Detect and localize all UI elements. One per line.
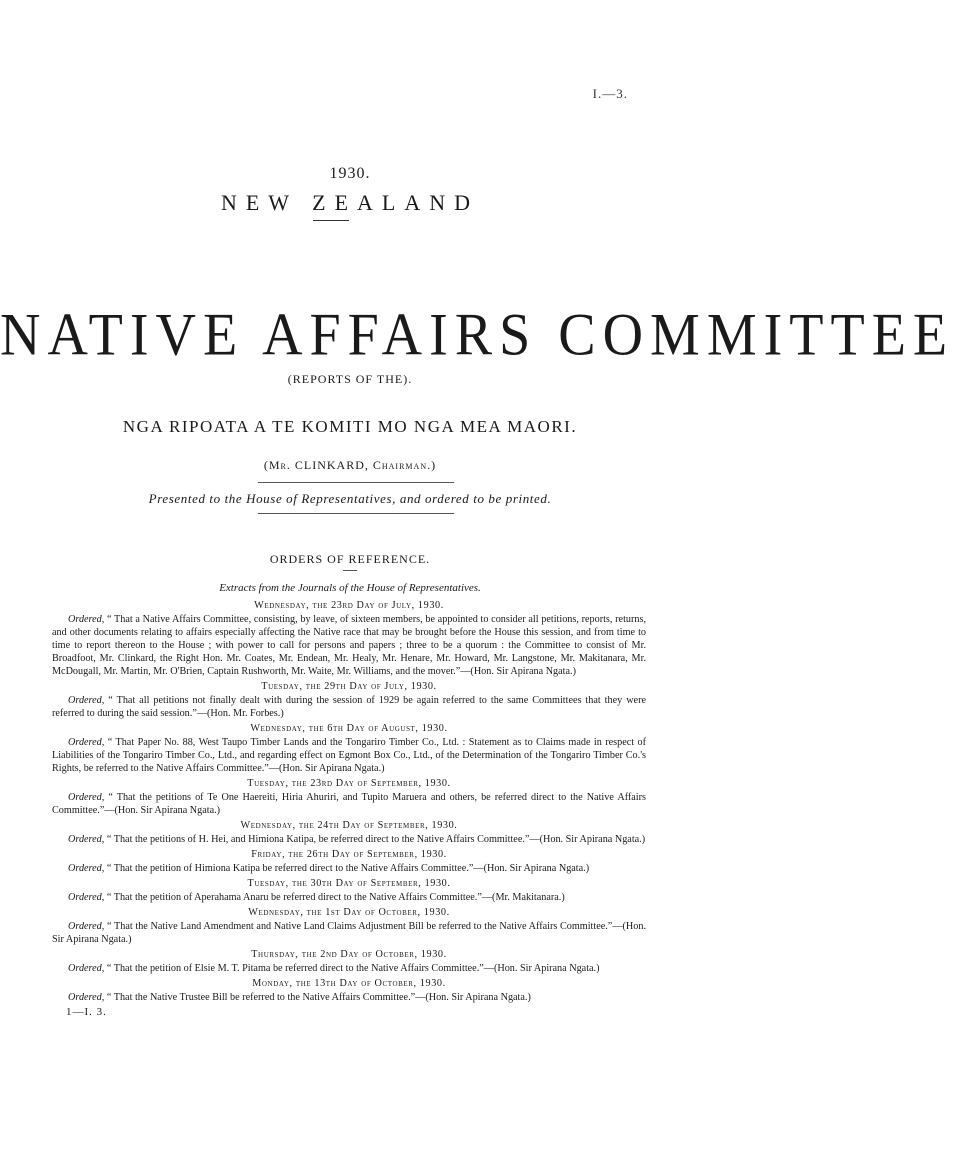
order-entry — [52, 819, 646, 846]
entry-date: Monday, the 13th Day of October, 1930. — [252, 978, 446, 989]
divider — [258, 513, 454, 514]
order-entry — [52, 599, 646, 678]
entry-date: Tuesday, the 29th Day of July, 1930. — [261, 681, 437, 692]
entry-text: Ordered, “ That all petitions not finally dealt with during the session of 1929 be again referred to the same Committees that they were referred to during the said session.”—(Hon. Mr. Forbes.) — [52, 695, 646, 719]
divider — [343, 570, 357, 571]
page-reference: I.—3. — [592, 86, 628, 101]
maori-title: NGA RIPOATA A TE KOMITI MO NGA MEA MAORI. — [122, 417, 578, 436]
divider — [258, 482, 454, 483]
country-heading: NEW ZEALAND — [220, 190, 480, 215]
entry-text: Ordered, “ That the petition of Aperahama Anaru be referred direct to the Native Affairs Committee.”—(Mr. Makitanara.) — [68, 892, 565, 903]
chairman-line: (Mr. CLINKARD, Chairman.) — [263, 458, 437, 472]
extracts-line: Extracts from the Journals of the House of Representatives. — [219, 582, 481, 594]
page-footer-ref: 1—I. 3. — [66, 1006, 107, 1018]
entry-text: Ordered, “ That the petition of Himiona Katipa be referred direct to the Native Affairs Committee.”—(Hon. Sir Apirana Ngata.) — [68, 863, 590, 874]
entry-date: Wednesday, the 6th Day of August, 1930. — [250, 723, 448, 734]
entry-date: Tuesday, the 30th Day of September, 1930. — [247, 878, 451, 889]
order-entry — [52, 777, 646, 817]
order-entry — [52, 948, 646, 975]
entry-date: Wednesday, the 23rd Day of July, 1930. — [254, 600, 444, 611]
orders-heading: ORDERS OF REFERENCE. — [269, 552, 431, 566]
entry-text: Ordered, “ That the petitions of Te One Haereiti, Hiria Ahuriri, and Tupito Maruera and others, be referred direct to the Native Affairs Committee.”—(Hon. Sir Apirana Ngata.) — [52, 792, 646, 816]
presented-line: Presented to the House of Representatives, and ordered to be printed. — [148, 491, 552, 506]
entry-text: Ordered, “ That a Native Affairs Committee, consisting, by leave, of sixteen members, be appointed to consider all petitions, reports, returns, and other documents relating to affairs especially affecting the Native race that may be brought before the House this session, and from time to time to report thereon to the House ; with power to call for persons and papers ; three to be a quorum : the Committee to consist of Mr. Broadfoot, Mr. Clinkard, the Right Hon. Mr. Coates, Mr. Endean, Mr. Healy, Mr. Henare, Mr. Howard, Mr. Langstone, Mr. Makitanara, Mr. McDougall, Mr. Martin, Mr. O'Brien, Captain Rushworth, Mr. Waite, Mr. Williams, and the mover.”—(Hon. Sir Apirana Ngata.) — [52, 614, 646, 677]
order-entry — [52, 877, 646, 904]
order-entry — [52, 977, 646, 1004]
reports-subtitle: (REPORTS OF THE). — [287, 372, 413, 386]
order-entry — [52, 680, 646, 720]
entry-date: Friday, the 26th Day of September, 1930. — [251, 849, 447, 860]
order-entry — [52, 722, 646, 775]
orders-body — [52, 597, 646, 1019]
entry-text: Ordered, “ That the petitions of H. Hei, and Himiona Katipa, be referred direct to the Native Affairs Committee.”—(Hon. Sir Apirana Ngata.) — [68, 834, 646, 845]
divider — [313, 220, 349, 221]
document-year: 1930. — [329, 165, 371, 182]
entry-date: Thursday, the 2nd Day of October, 1930. — [251, 949, 447, 960]
entry-text: Ordered, “ That Paper No. 88, West Taupo Timber Lands and the Tongariro Timber Co., Ltd. : Statement as to Claims made in respect of Liabilities of the Tongariro Timber Co., Ltd., and regarding effect on Egmont Box Co., Ltd., of the Determination of the Tongariro Timber Co.'s Rights, be referred to the Native Affairs Committee.”—(Hon. Sir Apirana Ngata.) — [52, 737, 646, 774]
entry-date: Wednesday, the 1st Day of October, 1930. — [248, 907, 450, 918]
order-entry — [52, 906, 646, 946]
entry-date: Tuesday, the 23rd Day of September, 1930. — [247, 778, 451, 789]
order-entry — [52, 848, 646, 875]
entry-text: Ordered, “ That the Native Land Amendment and Native Land Claims Adjustment Bill be referred to the Native Affairs Committee.”—(Hon. Sir Apirana Ngata.) — [52, 921, 647, 945]
entry-text: Ordered, “ That the petition of Elsie M. T. Pitama be referred direct to the Native Affairs Committee.”—(Hon. Sir Apirana Ngata.) — [68, 963, 600, 974]
main-title: NATIVE AFFAIRS COMMITTEE — [0, 301, 954, 369]
entry-date: Wednesday, the 24th Day of September, 1930. — [240, 820, 458, 831]
entry-text: Ordered, “ That the Native Trustee Bill be referred to the Native Affairs Committee.”—(Hon. Sir Apirana Ngata.) — [68, 992, 531, 1003]
